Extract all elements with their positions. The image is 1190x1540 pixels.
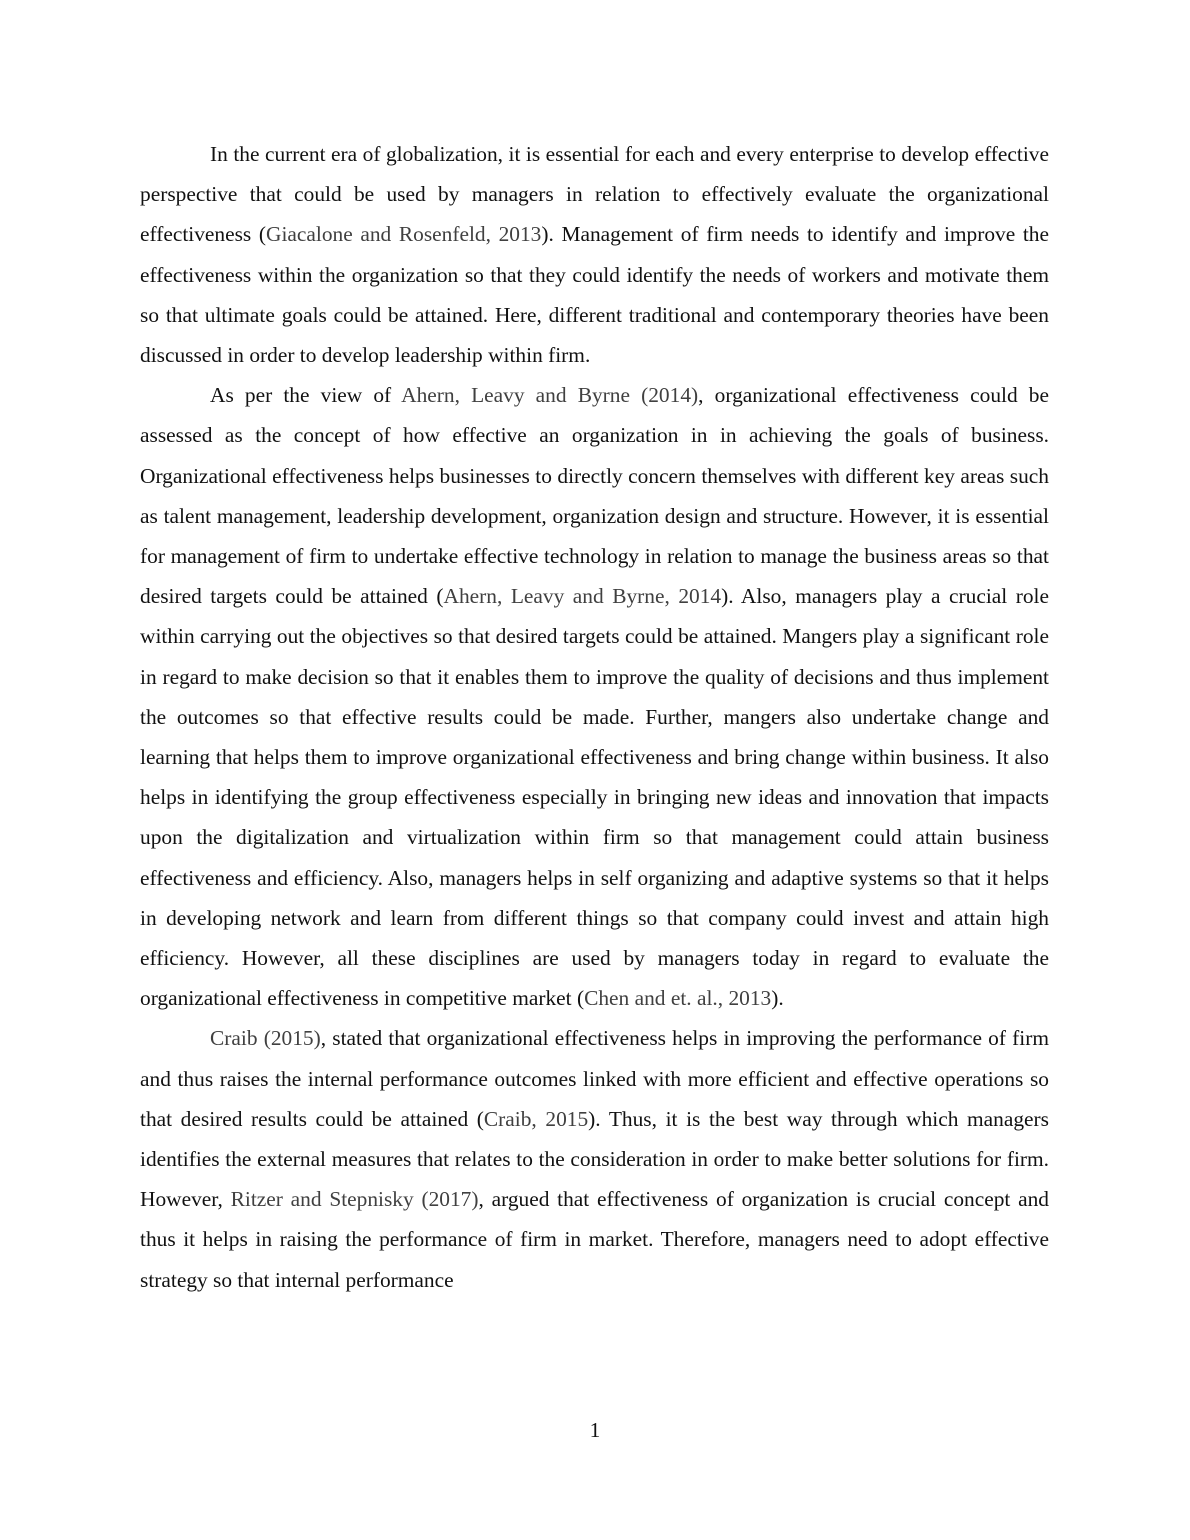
paragraph-2 bbox=[140, 375, 1049, 1018]
text-segment: ). Also, managers play a crucial role within carrying out the objectives so that desired targets could be attained. Mangers play a significant role in regard to make decision so that it enables them to improve the quality of decisions and thus implement the outcomes so that effective results could be made. Further, mangers also undertake change and learning that helps them to improve organizational effectiveness and bring change within business. It also helps in identifying the group effectiveness especially in bringing new ideas and innovation that impacts upon the digitalization and virtualization within firm so that management could attain business effectiveness and efficiency. Also, managers helps in self organizing and adaptive systems so that it helps in developing network and learn from different things so that company could invest and attain high efficiency. However, all these disciplines are used by managers today in regard to evaluate the organizational effectiveness in competitive market ( bbox=[140, 584, 1049, 1011]
text-segment: , argued that effectiveness of organization is crucial concept and thus it helps in raising the performance of firm in market. Therefore, managers need to adopt effective strategy so that internal performance bbox=[140, 1187, 1049, 1292]
citation: Craib, 2015 bbox=[483, 1106, 589, 1131]
citation: Ahern, Leavy and Byrne, 2014 bbox=[443, 584, 722, 609]
paragraph-3 bbox=[140, 1018, 1049, 1299]
citation: Chen and et. al., 2013 bbox=[584, 986, 772, 1011]
citation: Ahern, Leavy and Byrne (2014) bbox=[401, 383, 699, 408]
text-segment: , stated that organizational effectiveness helps in improving the performance of firm and thus raises the internal performance outcomes linked with more efficient and effective operations so that desired results could be attained ( bbox=[140, 1026, 1049, 1131]
page-number: 1 bbox=[589, 1418, 601, 1442]
text-segment: , organizational effectiveness could be assessed as the concept of how effective an organization in in achieving the goals of business. Organizational effectiveness helps businesses to directly concern themselves with different key areas such as talent management, leadership development, organization design and structure. However, it is essential for management of firm to undertake effective technology in relation to manage the business areas so that desired targets could be attained ( bbox=[140, 383, 1049, 609]
paragraph-1 bbox=[140, 134, 1049, 375]
text-segment: ). Thus, it is the best way through which managers identifies the external measures that relates to the consideration in order to make better solutions for firm. However, bbox=[140, 1106, 1050, 1212]
citation: Craib (2015) bbox=[210, 1026, 321, 1051]
text-segment: In the current era of globalization, it is essential for each and every enterprise to develop effective perspective that could be used by managers in relation to effectively evaluate the organizational effectiveness ( bbox=[140, 142, 1049, 247]
citation: Ritzer and Stepnisky (2017) bbox=[230, 1187, 479, 1212]
text-segment: As per the view of bbox=[210, 383, 402, 408]
document-body bbox=[140, 134, 1049, 1300]
text-segment: ). bbox=[771, 986, 784, 1011]
citation: Giacalone and Rosenfeld, 2013 bbox=[266, 222, 542, 247]
text-segment: ). Management of firm needs to identify and improve the effectiveness within the organization so that they could identify the needs of workers and motivate them so that ultimate goals could be attained. Here, different traditional and contemporary theories have been discussed in order to develop leadership within firm. bbox=[140, 222, 1049, 368]
